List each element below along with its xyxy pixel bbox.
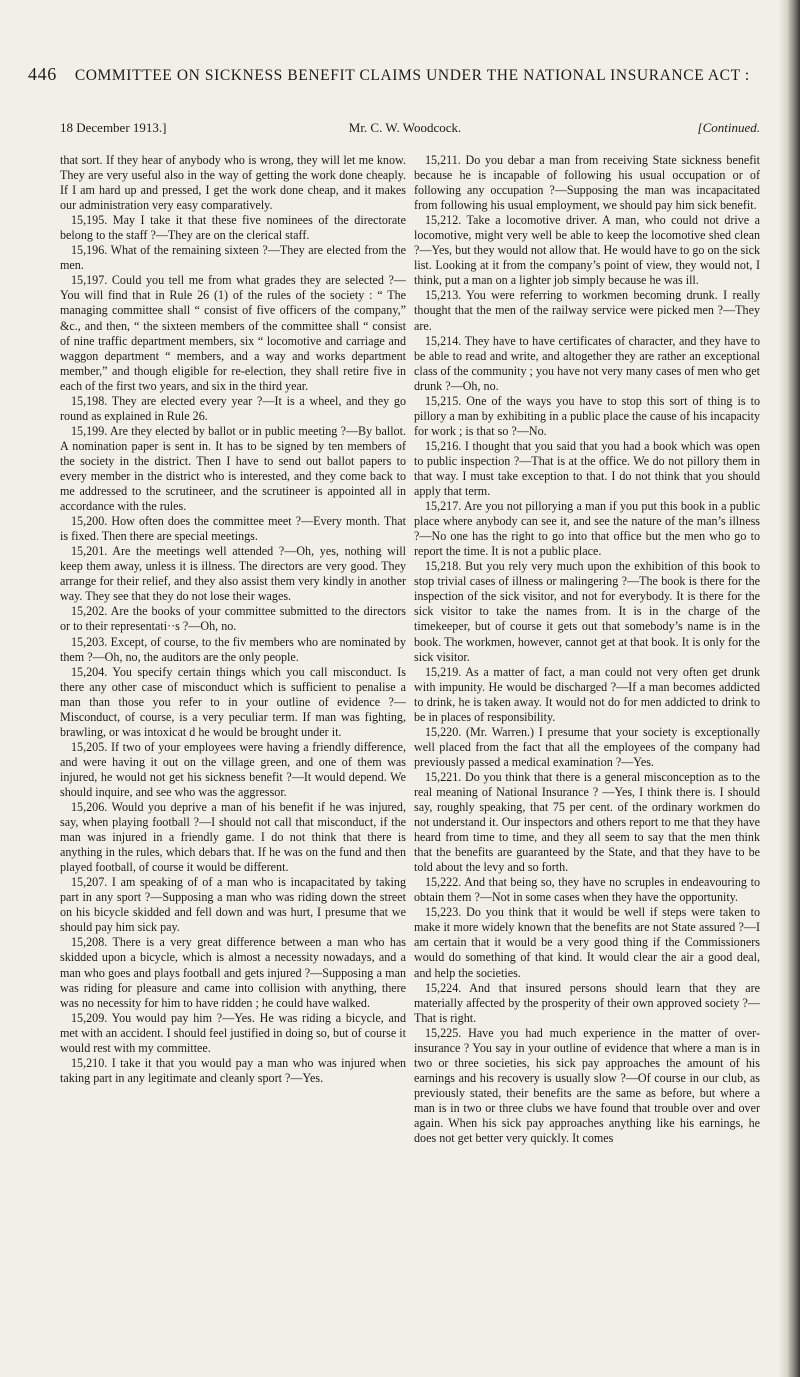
- paragraph: 15,200. How often does the committee meet ?—Every month. That is fixed. Then there are special meetings.: [60, 514, 406, 544]
- paragraph: 15,208. There is a very great difference between a man who has skidded upon a bicycle, which is almost a necessity nowadays, and a man who goes and plays football and gets injured ?—Supposing a man was riding for pleasure and came into collision with anything, there was no necessity for him to have ridden ; he could have walked.: [60, 935, 406, 1010]
- paragraph: 15,205. If two of your employees were having a friendly difference, and were having it out on the village green, and one of them was injured, he would not get his sickness benefit ?—It would depend. We should inquire, and see who was the aggressor.: [60, 739, 406, 799]
- paragraph: 15,210. I take it that you would pay a man who was injured when taking part in any legitimate and cleanly sport ?—Yes.: [60, 1055, 406, 1085]
- paragraph: 15,222. And that being so, they have no scruples in endeavouring to obtain them ?—Not in some cases when they have the opportunity.: [414, 875, 760, 905]
- paragraph: 15,195. May I take it that these five nominees of the directorate belong to the staff ?—They are on the clerical staff.: [60, 213, 406, 243]
- page-number: 446: [28, 64, 57, 84]
- paragraph: 15,225. Have you had much experience in the matter of over-insurance ? You say in your outline of evidence that where a man is in two or three societies, his sick pay approaches the amount of his earnings and his recovery is usually slow ?—Of course in our club, as previously stated, their benefits are the same as before, but where a man is in two or three clubs we have found that trouble over and over again. When his sick pay approaches anything like his earnings, he does not get better very quickly. It comes: [414, 1025, 760, 1146]
- sitting-date: 18 December 1913.]: [60, 120, 167, 135]
- paragraph: 15,209. You would pay him ?—Yes. He was riding a bicycle, and met with an accident. I should feel justified in doing so, but of course it would rest with my committee.: [60, 1010, 406, 1055]
- running-head: [28, 64, 768, 85]
- paragraph: 15,214. They have to have certificates of character, and they have to be able to read and write, and altogether they are rather an exceptional class of the community ; you have not very many cases of men who get drunk ?—Oh, no.: [414, 333, 760, 393]
- paragraph: that sort. If they hear of anybody who is wrong, they will let me know. They are very useful also in the way of getting the work done cheaply. If I am hard up and pressed, I get the work done cheap, and it makes our administration very easy comparatively.: [60, 153, 406, 213]
- paragraph: 15,216. I thought that you said that you had a book which was open to public inspection ?—That is at the office. We do not pillory them in that way. I must take exception to that. I do not think that you should apply that term.: [414, 438, 760, 499]
- paragraph: 15,212. Take a locomotive driver. A man, who could not drive a locomotive, might very well be able to keep the locomotive shed clean ?—Yes, but they would not allow that. He would have to go on the sick list. Looking at it from the company’s point of view, they would not, I think, put a man on a lighter job simply because he was ill.: [414, 213, 760, 288]
- continued-label: [Continued.: [697, 120, 760, 135]
- paragraph: 15,224. And that insured persons should learn that they are materially affected by the prosperity of their own approved society ?—That is right.: [414, 980, 760, 1025]
- paragraph: 15,207. I am speaking of of a man who is incapacitated by taking part in any sport ?—Supposing a man who was riding down the street on his bicycle skidded and fell down and was hurt, I presume that we should pay him sick pay.: [60, 875, 406, 935]
- paragraph: 15,197. Could you tell me from what grades they are selected ?—You will find that in Rule 26 (1) of the rules of the society : “ The managing committee shall “ consist of five officers of the company,” &c., and then, “ the sixteen members of the committee shall “ consist of nine traffic department members, six “ locomotive and carriage and waggon department “ members, and a way and works department member,” and though eligible for re-election, they shall retire five in each of the first two years, and six in the third year.: [60, 273, 406, 393]
- paragraph: 15,221. Do you think that there is a general misconception as to the real meaning of National Insurance ? —Yes, I think there is. I should say, roughly speaking, that 75 per cent. of the ordinary workmen do not understand it. Our inspectors and others report to me that they have heard from time to time, and they all seem to say that the men think that the benefits are guaranteed by the State, and that they have to be told about the levy and so forth.: [414, 769, 760, 875]
- document-title: COMMITTEE ON SICKNESS BENEFIT CLAIMS UNDER THE NATIONAL INSURANCE ACT :: [74, 67, 750, 84]
- paragraph: 15,196. What of the remaining sixteen ?—They are elected from the men.: [60, 243, 406, 273]
- paragraph: 15,198. They are elected every year ?—It is a wheel, and they go round as explained in Rule 26.: [60, 393, 406, 423]
- paragraph: 15,206. Would you deprive a man of his benefit if he was injured, say, when playing football ?—I should not call that misconduct, if the man was injured in a friendly game. I do not think that there is anything in the rules, which debars that. If he was on the fund and then played football, of course it would be different.: [60, 800, 406, 875]
- paragraph: 15,204. You specify certain things which you call misconduct. Is there any other case of misconduct which is sufficient to penalise a man than those you refer to in your outline of evidence ?—Misconduct, of course, is a very peculiar term. If man was fighting, brawling, or was intoxicat d he would be brought under it.: [60, 664, 406, 739]
- paragraph: 15,203. Except, of course, to the fiv members who are nominated by them ?—Oh, no, the auditors are the only people.: [60, 634, 406, 664]
- right-column: [414, 153, 760, 1363]
- paragraph: 15,199. Are they elected by ballot or in public meeting ?—By ballot. A nomination paper is sent in. It has to be signed by ten members of the society in the district. Then I have to send out ballot papers to every member in the district who is interested, and they come back to me addressed to the scrutineer, and the scrutineer is appointed all in accordance with the rules.: [60, 423, 406, 514]
- paragraph: 15,211. Do you debar a man from receiving State sickness benefit because he is incapable of following his usual occupation or of following any occupation ?—Supposing the man was incapacitated from following his usual employment, we should pay him sick benefit.: [414, 153, 760, 213]
- paragraph: 15,223. Do you think that it would be well if steps were taken to make it more widely known that the benefits are not State assured ?—I am certain that it would be a very good thing if the Commissioners would do something of that kind. It would clear the air a good deal, and help the societies.: [414, 905, 760, 980]
- paragraph: 15,201. Are the meetings well attended ?—Oh, yes, nothing will keep them away, unless it is illness. The directors are very good. They arrange for their relief, and they also assist them very kindly in another way. They see that they do not lose their wages.: [60, 544, 406, 604]
- paragraph: 15,217. Are you not pillorying a man if you put this book in a public place where anybody can see it, and see the nature of the man’s illness ?—No one has the right to go into that office but the men who go to report the time. It is not a public place.: [414, 499, 760, 559]
- witness-name: Mr. C. W. Woodcock.: [348, 120, 462, 135]
- paragraph: 15,220. (Mr. Warren.) I presume that your society is exceptionally well placed from the fact that all the employees of the company had previously passed a medical examination ?—Yes.: [414, 724, 760, 769]
- paragraph: 15,218. But you rely very much upon the exhibition of this book to stop trivial cases of illness or malingering ?—The book is there for the inspection of the sick visitor, and not for everybody. It is there for the sick visitor to take the names from. It is in the charge of the timekeeper, but of course it gets out that somebody’s name is in the book. The workmen, however, cannot get at that book. It is only for the sick visitor.: [414, 559, 760, 664]
- paragraph: 15,215. One of the ways you have to stop this sort of thing is to pillory a man by exhibiting in a public place the cause of his incapacity for work ; is that so ?—No.: [414, 393, 760, 438]
- subhead: [60, 120, 760, 136]
- left-column: [60, 153, 406, 1363]
- paragraph: 15,219. As a matter of fact, a man could not very often get drunk with impunity. He would be discharged ?—If a man becomes addicted to drink, he is taken away. It would not do for men addicted to drink to be in places of responsibility.: [414, 664, 760, 724]
- page-edge-shadow: [778, 0, 800, 1377]
- paragraph: 15,202. Are the books of your committee submitted to the directors or to their representati··s ?—Oh, no.: [60, 604, 406, 634]
- paragraph: 15,213. You were referring to workmen becoming drunk. I really thought that the men of the railway service were picked men ?—They are.: [414, 288, 760, 333]
